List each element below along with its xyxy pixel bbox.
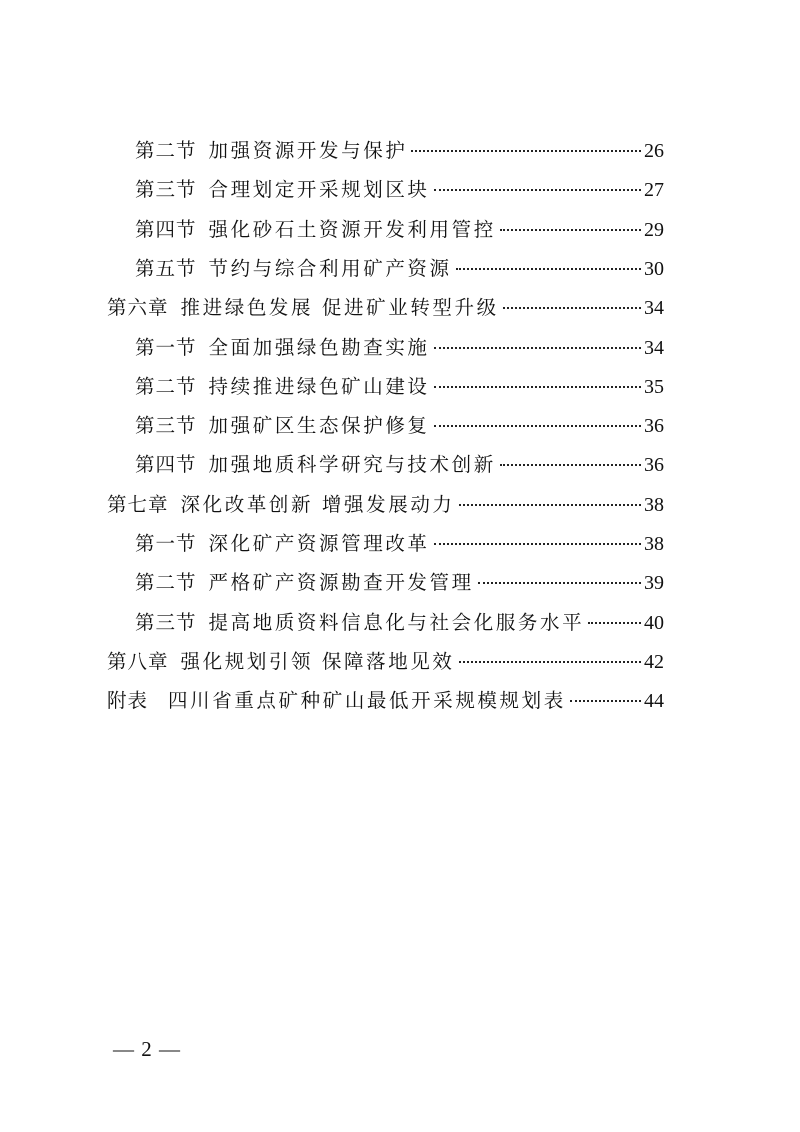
- toc-entry-number: 第二节: [135, 374, 197, 398]
- toc-dot-leader: [478, 582, 641, 584]
- toc-entry-page: 36: [644, 454, 664, 477]
- toc-entry[interactable]: [135, 328, 664, 368]
- toc-entry-title: 严格矿产资源勘查开发管理: [208, 571, 474, 595]
- toc-entry[interactable]: [135, 367, 664, 407]
- toc-entry-page: 26: [644, 140, 664, 162]
- toc-entry-number: 第六章: [107, 296, 169, 320]
- toc-entry-title: 节约与综合利用矿产资源: [208, 256, 452, 280]
- toc-dot-leader: [459, 504, 641, 506]
- toc-entry-page: 38: [644, 533, 664, 555]
- toc-entry[interactable]: [135, 210, 664, 250]
- toc-dot-leader: [456, 268, 641, 270]
- toc-entry-page: 44: [644, 690, 664, 713]
- toc-entry-page: 42: [644, 650, 664, 673]
- toc-entry-title: 推进绿色发展 促进矿业转型升级: [180, 296, 499, 320]
- toc-entry-title: 持续推进绿色矿山建设: [208, 374, 430, 398]
- toc-dot-leader: [459, 661, 641, 663]
- toc-entry-number: 第三节: [135, 414, 197, 438]
- toc-entry[interactable]: [107, 288, 664, 328]
- toc-entry-number: 第一节: [135, 335, 197, 359]
- toc-entry[interactable]: [135, 524, 664, 564]
- toc-entry-page: 34: [644, 336, 664, 359]
- toc-entry-page: 36: [644, 415, 664, 438]
- toc-entry-title: 全面加强绿色勘查实施: [208, 335, 430, 359]
- toc-entry-number: 第一节: [135, 532, 197, 555]
- toc-entry-number: 第四节: [135, 453, 197, 477]
- toc-entry-page: 35: [644, 375, 664, 398]
- toc-entry[interactable]: [135, 406, 664, 446]
- page-number: — 2 —: [113, 1037, 181, 1061]
- toc-entry-title: 深化改革创新 增强发展动力: [180, 492, 455, 516]
- toc-entry-page: 38: [644, 493, 664, 516]
- toc-entry-page: 29: [644, 218, 664, 241]
- toc-entry-title: 强化砂石土资源开发利用管控: [208, 217, 496, 241]
- toc-entry[interactable]: [107, 681, 664, 721]
- toc-entry[interactable]: [107, 485, 664, 525]
- toc-entry-title: 加强矿区生态保护修复: [208, 414, 430, 438]
- toc-entry-title: 合理划定开采规划区块: [208, 178, 430, 202]
- toc-entry-page: 40: [644, 611, 664, 634]
- toc-entry-number: 附表: [107, 689, 149, 713]
- toc-entry-number: 第八章: [107, 649, 169, 673]
- toc-entry-number: 第二节: [135, 571, 197, 595]
- toc-dot-leader: [570, 700, 641, 702]
- toc-dot-leader: [588, 622, 641, 624]
- toc-entry-number: 第五节: [135, 256, 197, 280]
- toc-entry-title: 加强地质科学研究与技术创新: [208, 453, 496, 477]
- toc-entry-page: 30: [644, 257, 664, 280]
- toc-dot-leader: [434, 543, 641, 545]
- toc-entry[interactable]: [135, 445, 664, 485]
- toc-dot-leader: [503, 307, 641, 309]
- toc-entry[interactable]: [107, 642, 664, 682]
- toc-entry-page: 34: [644, 297, 664, 320]
- toc-dot-leader: [434, 189, 641, 191]
- toc-entry-number: 第三节: [135, 178, 197, 202]
- toc-entry[interactable]: [135, 563, 664, 603]
- toc-entry-title: 强化规划引领 保障落地见效: [180, 649, 455, 673]
- toc-entry[interactable]: [135, 603, 664, 643]
- toc-dot-leader: [434, 386, 641, 388]
- toc-dot-leader: [434, 425, 641, 427]
- toc-entry-number: 第七章: [107, 492, 169, 516]
- toc-entry[interactable]: [135, 131, 664, 171]
- toc-dot-leader: [411, 150, 641, 152]
- toc-entry-title: 加强资源开发与保护: [208, 139, 408, 162]
- toc-entry-title: 深化矿产资源管理改革: [208, 532, 430, 555]
- toc-dot-leader: [500, 464, 641, 466]
- toc-entry-page: 39: [644, 572, 664, 595]
- toc-entry-title: 提高地质资料信息化与社会化服务水平: [208, 610, 585, 634]
- toc-entry-title: 四川省重点矿种矿山最低开采规模规划表: [168, 689, 566, 713]
- toc-entry-number: 第二节: [135, 139, 197, 162]
- toc-entry-number: 第三节: [135, 610, 197, 634]
- toc-entry[interactable]: [135, 249, 664, 289]
- toc-dot-leader: [500, 229, 641, 231]
- toc-dot-leader: [434, 347, 641, 349]
- toc-entry-number: 第四节: [135, 217, 197, 241]
- toc-entry[interactable]: [135, 170, 664, 210]
- toc-entry-page: 27: [644, 179, 664, 202]
